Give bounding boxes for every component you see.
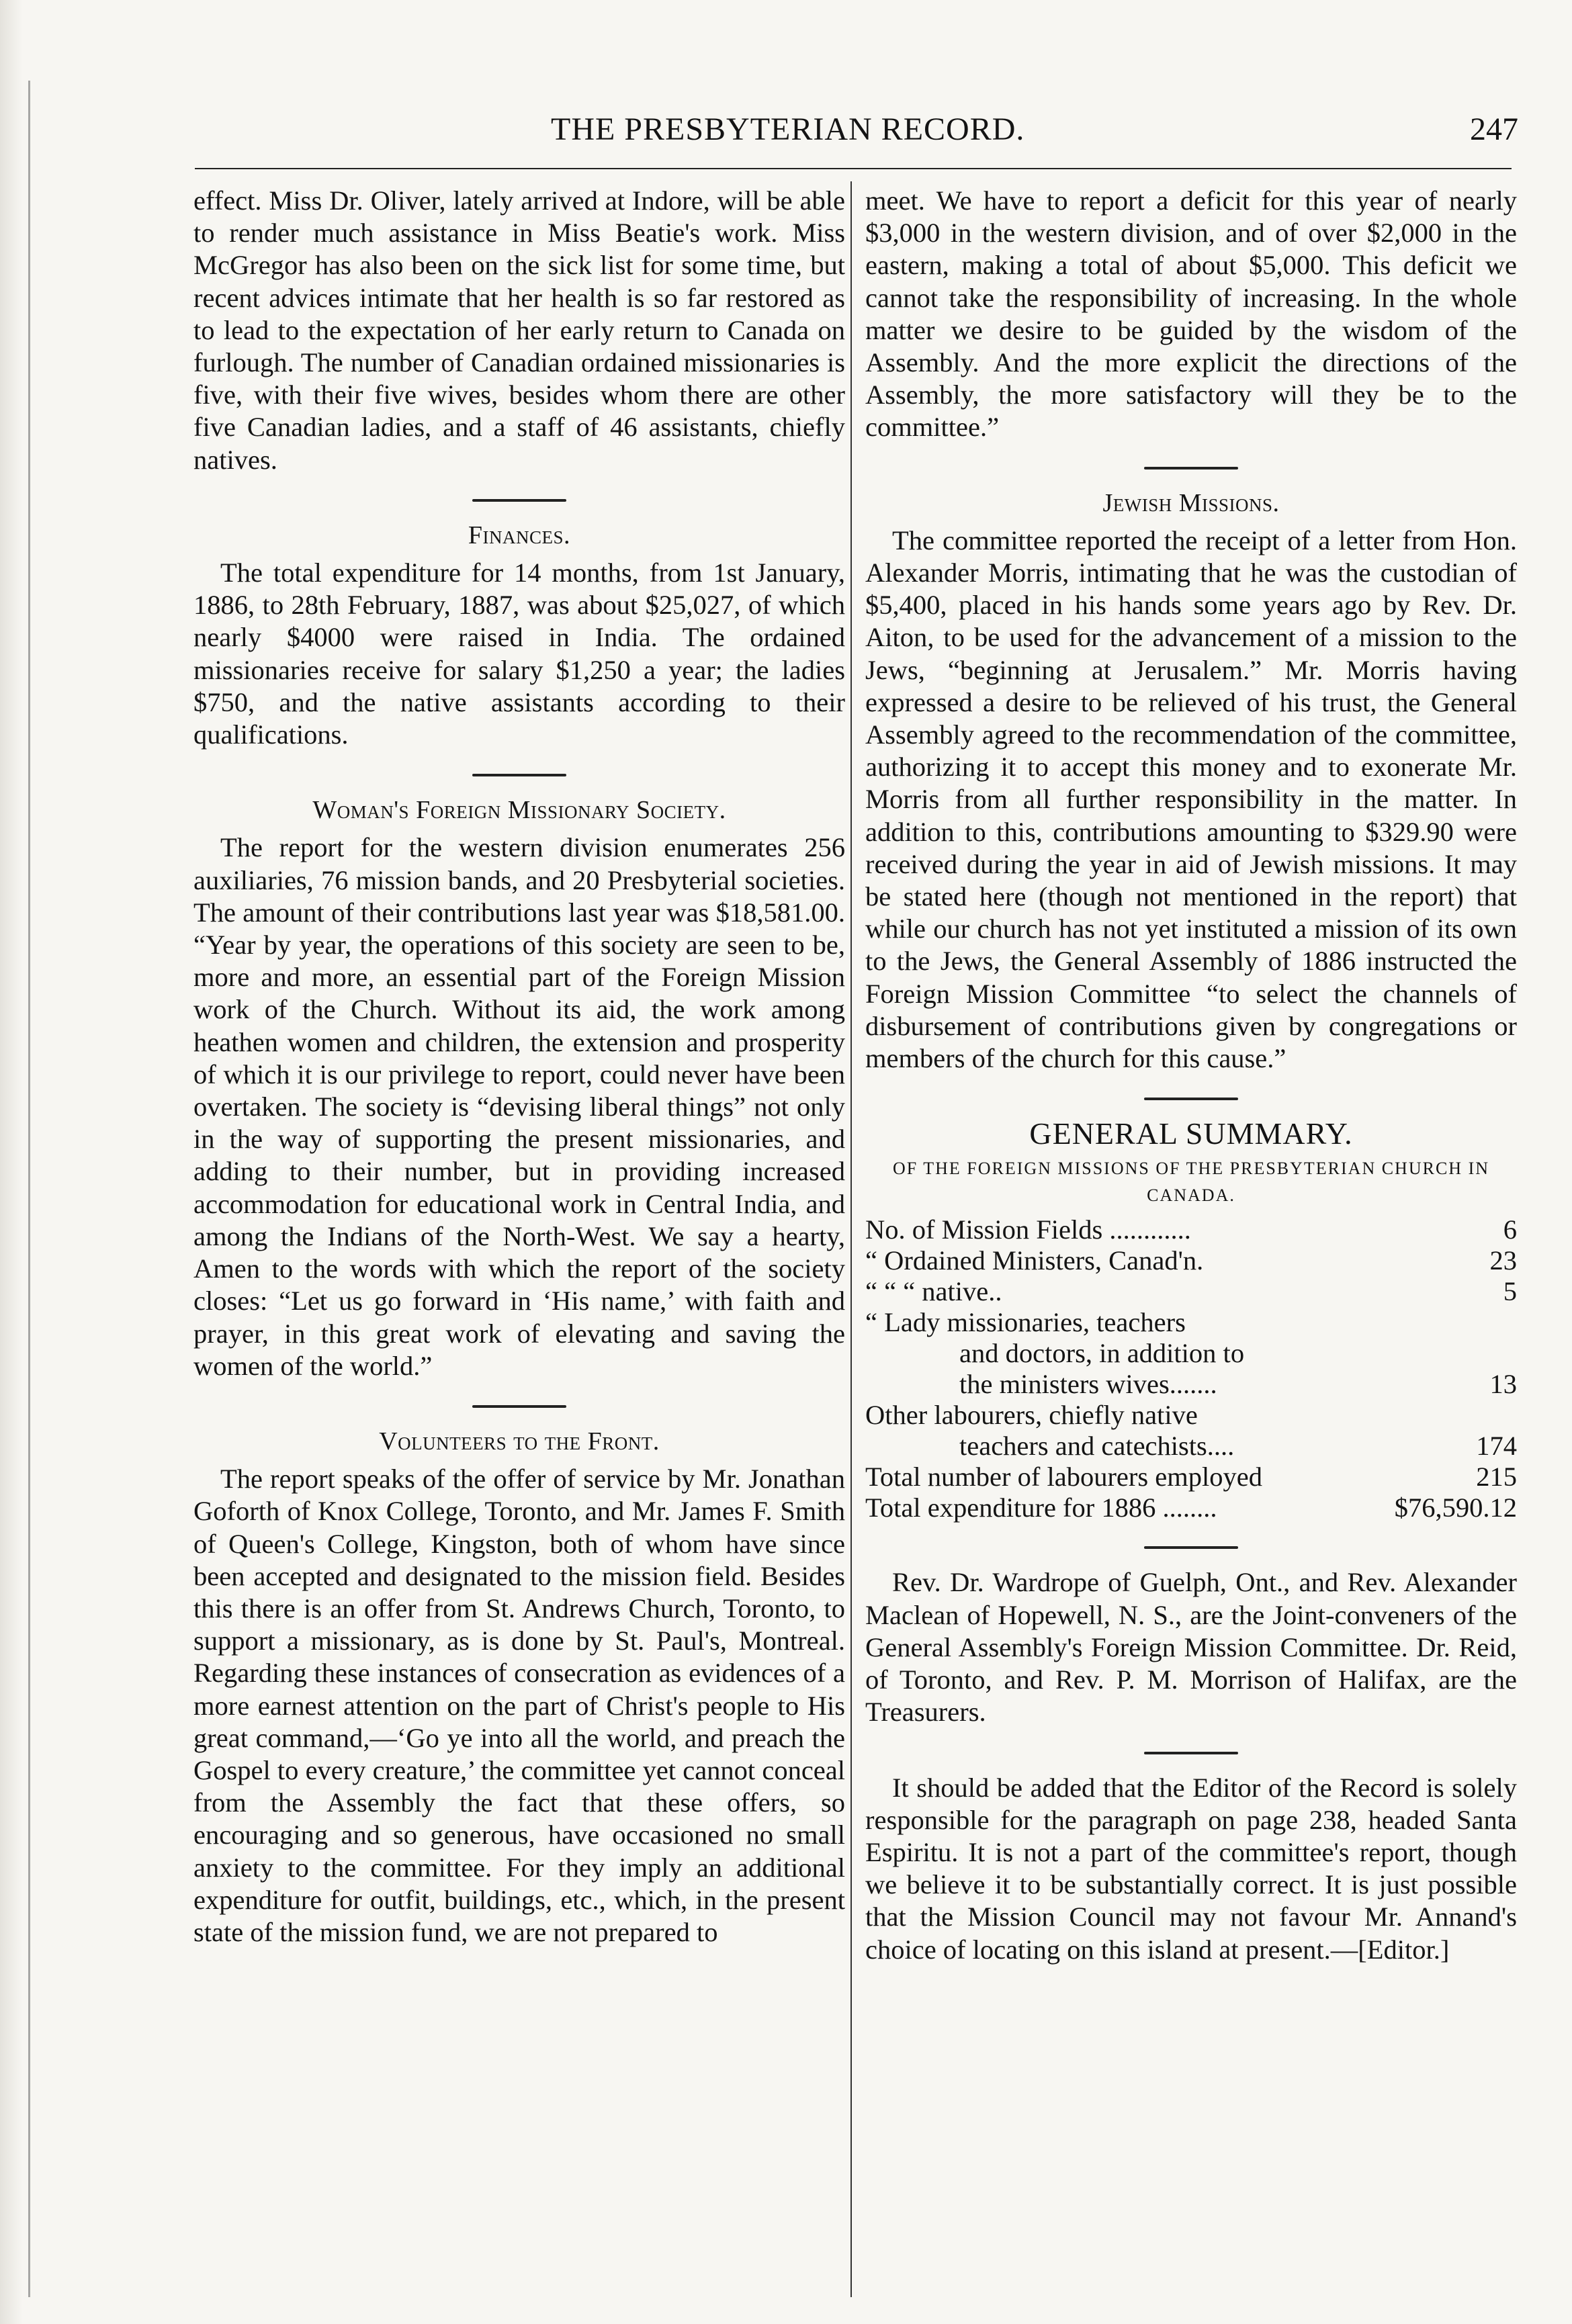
summary-label: Total number of labourers employed xyxy=(865,1462,1262,1492)
page-header xyxy=(195,111,1532,165)
subheading-general-summary: OF THE FOREIGN MISSIONS OF THE PRESBYTERIAN CHURCH IN CANADA. xyxy=(892,1159,1490,1206)
section-rule xyxy=(472,1405,566,1408)
summary-row xyxy=(865,1214,1517,1245)
section-rule xyxy=(472,499,566,502)
page-spine-shadow xyxy=(0,0,23,2324)
heading-general-summary: GENERAL SUMMARY. xyxy=(1029,1116,1353,1151)
paragraph-intro: effect. Miss Dr. Oliver, lately arrived at Indore, will be able to render much assistance in Miss Beatie's work. Miss McGregor has also been on the sick list for some time, but recent advices intimate that her health is so far restored as to lead to the expectation of her early return to Canada on furlough. The number of Canadian ordained missionaries is five, with their five wives, besides whom there are other five Canadian ladies, and a staff of 46 assistants, chiefly natives. xyxy=(193,185,845,475)
summary-row xyxy=(865,1431,1517,1462)
right-column xyxy=(865,185,1517,1966)
summary-label: No. of Mission Fields ............ xyxy=(865,1214,1191,1245)
summary-value: 6 xyxy=(1503,1214,1517,1245)
heading-womans-foreign-missionary-society: Woman's Foreign Missionary Society. xyxy=(312,796,726,825)
summary-value: 13 xyxy=(1489,1369,1517,1400)
paragraph-finances: The total expenditure for 14 months, from 1st January, 1886, to 28th February, 1887, was about $25,027, of which nearly $4000 were raised in India. The ordained missionaries receive for salary $1,250 a year; the ladies $750, and the native assistants according to their qualifications. xyxy=(193,557,845,750)
summary-value: 23 xyxy=(1489,1245,1517,1276)
column-divider xyxy=(850,181,852,2297)
summary-value: 174 xyxy=(1476,1431,1517,1462)
summary-row xyxy=(865,1462,1517,1492)
summary-label: teachers and catechists.... xyxy=(959,1431,1235,1462)
header-rule xyxy=(195,168,1512,169)
summary-label: “ Lady missionaries, teachers xyxy=(865,1307,1186,1338)
paragraph-volunteers: The report speaks of the offer of service by Mr. Jonathan Goforth of Knox College, Toronto, and Mr. James F. Smith of Queen's College, Kingston, both of whom have since been accepted and designated to the mission field. Besides this there is an offer from St. Andrews Church, Toronto, to support a missionary, as is done by St. Paul's, Montreal. Regarding these instances of consecration as evidences of a more earnest attention on the part of Christ's people to His great command,—‘Go ye into all the world, and preach the Gospel to every creature,’ the committee yet cannot conceal from the Assembly the fact that these offers, so encouraging and so generous, have occasioned no small anxiety to the committee. For they imply an additional expenditure for outfit, buildings, etc., which, in the present state of the mission fund, we are not prepared to xyxy=(193,1464,845,1947)
summary-label: Other labourers, chiefly native xyxy=(865,1400,1198,1431)
paragraph-continued: meet. We have to report a deficit for this year of nearly $3,000 in the western division, and of over $2,000 in the eastern, making a total of about $5,000. This deficit we cannot take the responsibility of increasing. In the whole matter we desire to be guided by the wisdom of the Assembly. And the more explicit the directions of the Assembly, the more satisfactory will they be to the committee.” xyxy=(865,185,1517,443)
heading-finances: Finances. xyxy=(468,521,571,549)
summary-value: 215 xyxy=(1476,1462,1517,1492)
summary-row xyxy=(865,1400,1517,1431)
summary-label: “ “ “ native.. xyxy=(865,1276,1002,1307)
section-rule xyxy=(472,774,566,776)
heading-volunteers: Volunteers to the Front. xyxy=(379,1427,660,1456)
section-rule xyxy=(1144,1752,1238,1754)
page-number: 247 xyxy=(1470,111,1518,147)
summary-label: and doctors, in addition to xyxy=(959,1338,1245,1369)
summary-value: $76,590.12 xyxy=(1394,1492,1517,1523)
summary-row xyxy=(865,1369,1517,1400)
section-rule xyxy=(1144,1546,1238,1549)
summary-row xyxy=(865,1338,1517,1369)
paragraph-conveners: Rev. Dr. Wardrope of Guelph, Ont., and Rev. Alexander Maclean of Hopewell, N. S., are the Joint-conveners of the General Assembly's Foreign Mission Committee. Dr. Reid, of Toronto, and Rev. P. M. Morrison of Halifax, are the Treasurers. xyxy=(865,1567,1517,1728)
paragraph-editor-note: It should be added that the Editor of the Record is solely responsible for the paragraph on page 238, headed Santa Espiritu. It is not a part of the committee's report, though we believe it to be substantially correct. It is just possible that the Mission Council may not favour Mr. Annand's choice of locating on this island at present.—[Editor.] xyxy=(865,1772,1517,1965)
section-rule xyxy=(1144,1098,1238,1100)
summary-label: “ Ordained Ministers, Canad'n. xyxy=(865,1245,1204,1276)
summary-table xyxy=(865,1214,1517,1523)
heading-jewish-missions: Jewish Missions. xyxy=(1102,488,1280,517)
summary-row xyxy=(865,1492,1517,1523)
summary-row xyxy=(865,1245,1517,1276)
paragraph-jewish-missions: The committee reported the receipt of a letter from Hon. Alexander Morris, intimating that he was the custodian of $5,400, placed in his hands some years ago by Rev. Dr. Aiton, to be used for the advancement of a mission to the Jews, “beginning at Jerusalem.” Mr. Morris having expressed a desire to be relieved of his trust, the General Assembly agreed to the recommendation of the committee, authorizing it to accept this money and to exonerate Mr. Morris from all further responsibility in the matter. In addition to this, contributions amounting to $329.90 were received during the year in aid of Jewish missions. It may be stated here (though not mentioned in the report) that while our church has not yet instituted a mission of its own to the Jews, the General Assembly of 1886 instructed the Foreign Mission Committee “to select the channels of disbursement of contributions given by congregations or members of the church for this cause.” xyxy=(865,525,1517,1074)
summary-label: the ministers wives....... xyxy=(959,1369,1217,1400)
binding-edge xyxy=(28,81,30,2297)
running-title: THE PRESBYTERIAN RECORD. xyxy=(551,111,1025,147)
summary-value: 5 xyxy=(1503,1276,1517,1307)
summary-row xyxy=(865,1276,1517,1307)
summary-label: Total expenditure for 1886 ........ xyxy=(865,1492,1217,1523)
summary-row xyxy=(865,1307,1517,1338)
section-rule xyxy=(1144,467,1238,470)
paragraph-womans-society: The report for the western division enumerates 256 auxiliaries, 76 mission bands, and 20 Presbyterial societies. The amount of their contributions last year was $18,581.00. “Year by year, the operations of this society are seen to be, more and more, an essential part of the Foreign Mission work of the Church. Without its aid, the work among heathen women and children, the extension and prosperity of which it is our privilege to report, could never have been overtaken. The society is “devising liberal things” not only in the way of supporting the present missionaries, and adding to their number, but in providing increased accommodation for educational work in Central India, and among the Indians of the North-West. We say a hearty, Amen to the words with which the report of the society closes: “Let us go forward in ‘His name,’ with faith and prayer, in this great work of elevating and saving the women of the world.” xyxy=(193,832,845,1381)
left-column xyxy=(193,185,845,1949)
